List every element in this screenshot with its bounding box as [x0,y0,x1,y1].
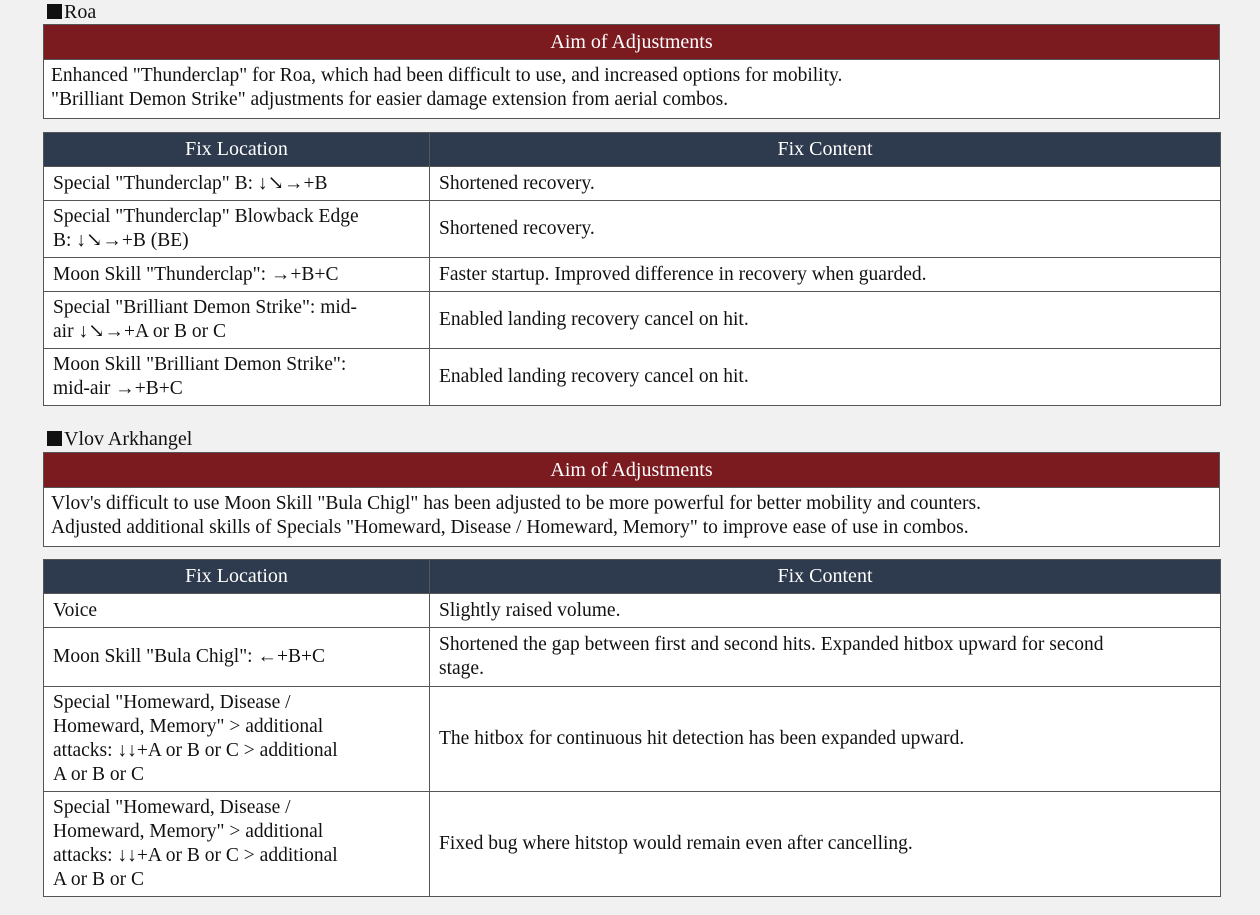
cell-line: Slightly raised volume. [439,599,621,621]
cell-line: air ↓↘→+A or B or C [53,321,227,342]
cell-line: Moon Skill "Brilliant Demon Strike": [53,354,347,375]
aim-body [44,60,1219,118]
cell-line: A or B or C [53,869,145,890]
cell-line: Special "Brilliant Demon Strike": mid- [53,297,358,318]
table-row [44,201,1221,258]
cell-line: Special "Thunderclap" Blowback Edge [53,206,359,227]
square-bullet-icon [47,431,62,446]
cell-line: Moon Skill "Thunderclap": →+B+C [53,263,339,285]
header-fix-content: Fix Content [430,560,1221,594]
cell-line: Enabled landing recovery cancel on hit. [439,366,749,387]
cell-line: Fixed bug where hitstop would remain even after cancelling. [439,833,913,854]
fix-location-cell [44,792,430,897]
aim-title: Aim of Adjustments [44,453,1219,488]
aim-title: Aim of Adjustments [44,25,1219,60]
table-row [44,167,1221,201]
fix-location-cell [44,628,430,687]
cell-line: Shortened the gap between first and second hits. Expanded hitbox upward for second [439,634,1104,655]
cell-line: Special "Homeward, Disease / [53,797,291,818]
cell-line: Moon Skill "Bula Chigl": ←+B+C [53,646,325,667]
aim-line: Vlov's difficult to use Moon Skill "Bula Chigl" has been adjusted to be more powerful for better mobility and counters. [51,493,982,514]
table-row [44,349,1221,406]
fix-location-cell [44,201,430,258]
fix-location-cell [44,594,430,628]
cell-line: B: ↓↘→+B (BE) [53,230,189,251]
fix-table-vlov [43,559,1221,897]
table-row [44,594,1221,628]
section-heading-vlov [47,427,192,451]
cell-line: Special "Thunderclap" B: ↓↘→+B [53,172,328,194]
square-bullet-icon [47,4,62,19]
fix-content-cell [430,167,1221,201]
aim-box-roa [43,24,1220,119]
fix-location-cell [44,292,430,349]
character-name: Vlov Arkhangel [64,428,193,450]
cell-line: attacks: ↓↓+A or B or C > additional [53,845,338,866]
fix-content-cell [430,258,1221,292]
aim-body [44,488,1219,546]
cell-line: Enabled landing recovery cancel on hit. [439,309,749,330]
header-fix-location: Fix Location [44,560,430,594]
aim-line: "Brilliant Demon Strike" adjustments for easier damage extension from aerial combos. [51,89,729,110]
cell-line: Faster startup. Improved difference in recovery when guarded. [439,263,927,285]
cell-line: Special "Homeward, Disease / [53,692,291,713]
fix-location-cell [44,349,430,406]
fix-location-cell [44,258,430,292]
header-fix-location: Fix Location [44,133,430,167]
cell-line: Shortened recovery. [439,172,595,194]
table-row [44,628,1221,687]
character-name: Roa [64,1,97,23]
fix-content-cell [430,201,1221,258]
fix-content-cell [430,292,1221,349]
fix-content-cell [430,628,1221,687]
cell-line: Homeward, Memory" > additional [53,716,324,737]
cell-line: A or B or C [53,764,145,785]
cell-line: Homeward, Memory" > additional [53,821,324,842]
table-row [44,792,1221,897]
table-header-row [44,133,1221,167]
cell-line: mid-air →+B+C [53,378,183,399]
aim-line: Adjusted additional skills of Specials "Homeward, Disease / Homeward, Memory" to improve ease of use in combos. [51,517,969,538]
table-row [44,258,1221,292]
fix-table-roa [43,132,1221,406]
cell-line: Shortened recovery. [439,218,595,239]
aim-line: Enhanced "Thunderclap" for Roa, which had been difficult to use, and increased options for mobility. [51,65,843,86]
section-heading-roa [47,0,96,24]
cell-line: stage. [439,658,484,679]
fix-location-cell [44,167,430,201]
fix-location-cell [44,687,430,792]
fix-content-cell [430,594,1221,628]
header-fix-content: Fix Content [430,133,1221,167]
cell-line: Voice [53,599,98,621]
fix-content-cell [430,687,1221,792]
fix-content-cell [430,349,1221,406]
fix-content-cell [430,792,1221,897]
table-row [44,292,1221,349]
cell-line: The hitbox for continuous hit detection has been expanded upward. [439,728,965,749]
table-header-row [44,560,1221,594]
aim-box-vlov [43,452,1220,547]
table-row [44,687,1221,792]
cell-line: attacks: ↓↓+A or B or C > additional [53,740,338,761]
